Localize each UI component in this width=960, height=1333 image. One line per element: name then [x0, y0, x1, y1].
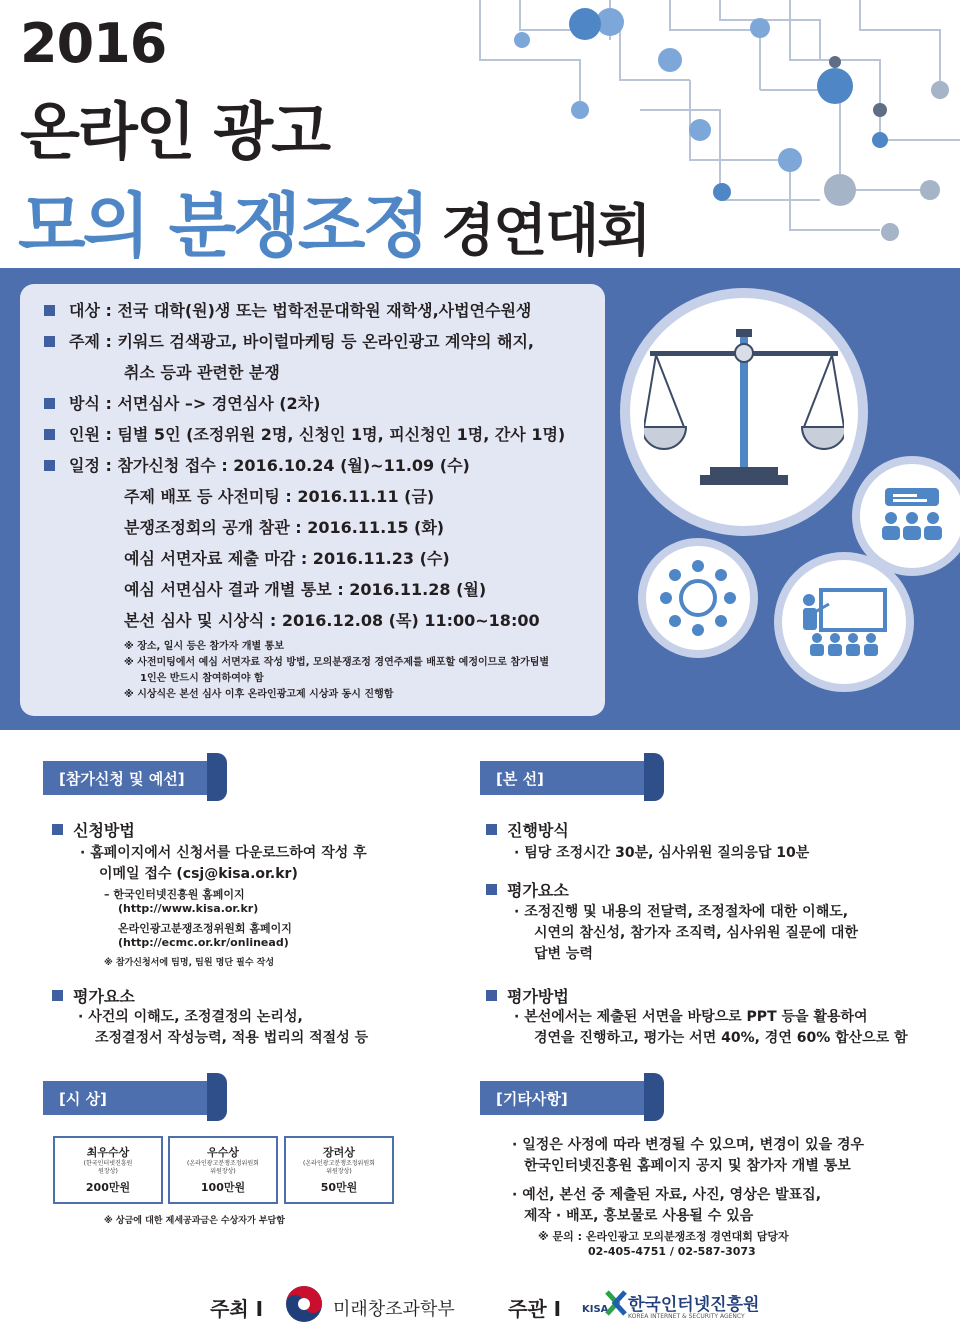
- schedule-item: 주제 배포 등 사전미팅 : 2016.11.11 (금): [124, 487, 435, 506]
- bullet-square-icon: [486, 884, 497, 895]
- prize-excellence: 우수상 (온라인광고분쟁조정위원회 위원장상) 100만원: [168, 1136, 278, 1204]
- round-table-icon: [658, 558, 738, 638]
- kisa-logo-icon: [605, 1290, 627, 1316]
- title-year: 2016: [20, 12, 167, 75]
- heading-evaluation: 평가요소: [52, 984, 135, 1007]
- final-evaluation-line: 시연의 참신성, 참가자 조직력, 심사위원 질문에 대한: [534, 925, 858, 941]
- misc-line: 한국인터넷진흥원 홈페이지 공지 및 참가자 개별 통보: [524, 1158, 851, 1174]
- final-evaluation-line: · 조정진행 및 내용의 전달력, 조정절차에 대한 이해도,: [514, 904, 849, 920]
- info-row-members: 인원 : 팀별 5인 (조정위원 2명, 신청인 1명, 피신청인 1명, 간사 1명): [44, 422, 605, 453]
- bullet-square-icon: [44, 305, 55, 316]
- government-emblem-icon: [285, 1285, 323, 1323]
- contact-line: ※ 문의 : 온라인광고 모의분쟁조정 경연대회 담당자: [538, 1230, 789, 1243]
- heading-final-evaluation: 평가요소: [486, 878, 569, 901]
- host-name: 미래창조과학부: [333, 1299, 455, 1320]
- organizer-label: 주관 I: [508, 1297, 562, 1321]
- bullet-square-icon: [44, 429, 55, 440]
- evaluation-line: · 사건의 이해도, 조정결정의 논리성,: [78, 1009, 303, 1025]
- contact-phone: 02-405-4751 / 02-587-3073: [588, 1245, 756, 1258]
- application-note: ※ 참가신청서에 팀명, 팀원 명단 필수 작성: [104, 958, 275, 968]
- prize-note: ※ 상금에 대한 제세공과금은 수상자가 부담함: [104, 1216, 285, 1226]
- bullet-square-icon: [52, 824, 63, 835]
- application-site: 온라인광고분쟁조정위원회 홈페이지: [118, 922, 292, 935]
- ribbon-application: [참가신청 및 예선]: [43, 761, 213, 795]
- team-discussion-icon: [877, 486, 947, 546]
- schedule-item: 예심 서면심사 결과 개별 통보 : 2016.11.28 (월): [124, 580, 487, 599]
- organizer-name: 한국인터넷진흥원: [628, 1295, 760, 1315]
- balance-scale-icon: [644, 327, 844, 497]
- ribbon-final: [본 선]: [480, 761, 650, 795]
- network-decoration-icon: [460, 0, 960, 268]
- kisa-logo-text: KISA: [582, 1304, 609, 1315]
- title-highlight: 모의 분쟁조정: [18, 185, 428, 267]
- info-row-topic-cont: 취소 등과 관련한 분쟁: [124, 363, 280, 382]
- procedure-line: · 팀당 조정시간 30분, 심사위원 질의응답 10분: [514, 845, 810, 861]
- organizer-english: KOREA INTERNET & SECURITY AGENCY: [628, 1313, 745, 1320]
- scale-circle: [620, 288, 868, 536]
- title-suffix: 경연대회: [441, 199, 650, 264]
- prize-grand: 최우수상 (한국인터넷진흥원 원장상) 200만원: [53, 1136, 163, 1204]
- application-email: 이메일 접수 (csj@kisa.or.kr): [99, 866, 298, 882]
- application-url: (http://www.kisa.or.kr): [118, 902, 259, 915]
- misc-line: · 예선, 본선 중 제출된 자료, 사진, 영상은 발표집,: [512, 1187, 822, 1203]
- ribbon-misc: [기타사항]: [480, 1081, 650, 1115]
- prize-encouragement: 장려상 (온라인광고분쟁조정위원회 위원장상) 50만원: [284, 1136, 394, 1204]
- bullet-square-icon: [44, 336, 55, 347]
- evaluation-line: 조정결정서 작성능력, 적용 법리의 적절성 등: [95, 1030, 369, 1046]
- info-row-target: 대상 : 전국 대학(원)생 또는 법학전문대학원 재학생,사법연수원생: [44, 298, 605, 329]
- scoring-line: · 본선에서는 제출된 서면을 바탕으로 PPT 등을 활용하여: [514, 1009, 868, 1025]
- info-note: ※ 장소, 일시 등은 참가자 개별 통보: [124, 641, 284, 652]
- info-row-method: 방식 : 서면심사 –> 경연심사 (2차): [44, 391, 605, 422]
- roundtable-circle: [638, 538, 758, 658]
- ribbon-awards: [시 상]: [43, 1081, 213, 1115]
- info-band: [0, 268, 960, 730]
- poster-footer: [0, 1276, 960, 1333]
- info-row-topic: 주제 : 키워드 검색광고, 바이럴마케팅 등 온라인광고 계약의 해지,: [44, 329, 605, 360]
- host-label: 주최 I: [210, 1297, 264, 1321]
- poster-header: [0, 0, 960, 268]
- application-url: (http://ecmc.or.kr/onlinead): [118, 936, 289, 949]
- schedule-item: 예심 서면자료 제출 마감 : 2016.11.23 (수): [124, 549, 450, 568]
- scoring-line: 경연을 진행하고, 평가는 서면 40%, 경연 60% 합산으로 함: [534, 1030, 908, 1046]
- title-line2: 온라인 광고: [20, 95, 330, 168]
- info-note: ※ 시상식은 본선 심사 이후 온라인광고제 시상과 동시 진행함: [124, 689, 394, 700]
- lecture-circle: [774, 552, 914, 692]
- misc-line: · 일정은 사정에 따라 변경될 수 있으며, 변경이 있을 경우: [512, 1137, 865, 1153]
- bullet-square-icon: [486, 990, 497, 1001]
- bullet-square-icon: [52, 990, 63, 1001]
- bullet-square-icon: [44, 460, 55, 471]
- application-line: · 홈페이지에서 신청서를 다운로드하여 작성 후: [80, 845, 367, 861]
- info-note: ※ 사전미팅에서 예심 서면자료 작성 방법, 모의분쟁조정 경연주제를 배포할 예정이므로 참가팀별: [124, 657, 550, 668]
- bullet-square-icon: [486, 824, 497, 835]
- schedule-item: 본선 심사 및 시상식 : 2016.12.08 (목) 11:00~18:00: [124, 611, 540, 630]
- heading-application-method: 신청방법: [52, 818, 135, 841]
- misc-line: 제작 · 배포, 홍보물로 사용될 수 있음: [524, 1208, 754, 1224]
- presentation-icon: [799, 586, 889, 658]
- schedule-item: 분쟁조정회의 공개 참관 : 2016.11.15 (화): [124, 518, 445, 537]
- info-row-schedule: 일정 : 참가신청 접수 : 2016.10.24 (월)~11.09 (수): [44, 453, 605, 484]
- final-evaluation-line: 답변 능력: [534, 946, 593, 962]
- bullet-square-icon: [44, 398, 55, 409]
- application-site: – 한국인터넷진흥원 홈페이지: [104, 888, 245, 901]
- info-note: 1인은 반드시 참여하여야 함: [140, 673, 264, 684]
- info-box: [20, 284, 605, 716]
- heading-scoring-method: 평가방법: [486, 984, 569, 1007]
- heading-procedure: 진행방식: [486, 818, 569, 841]
